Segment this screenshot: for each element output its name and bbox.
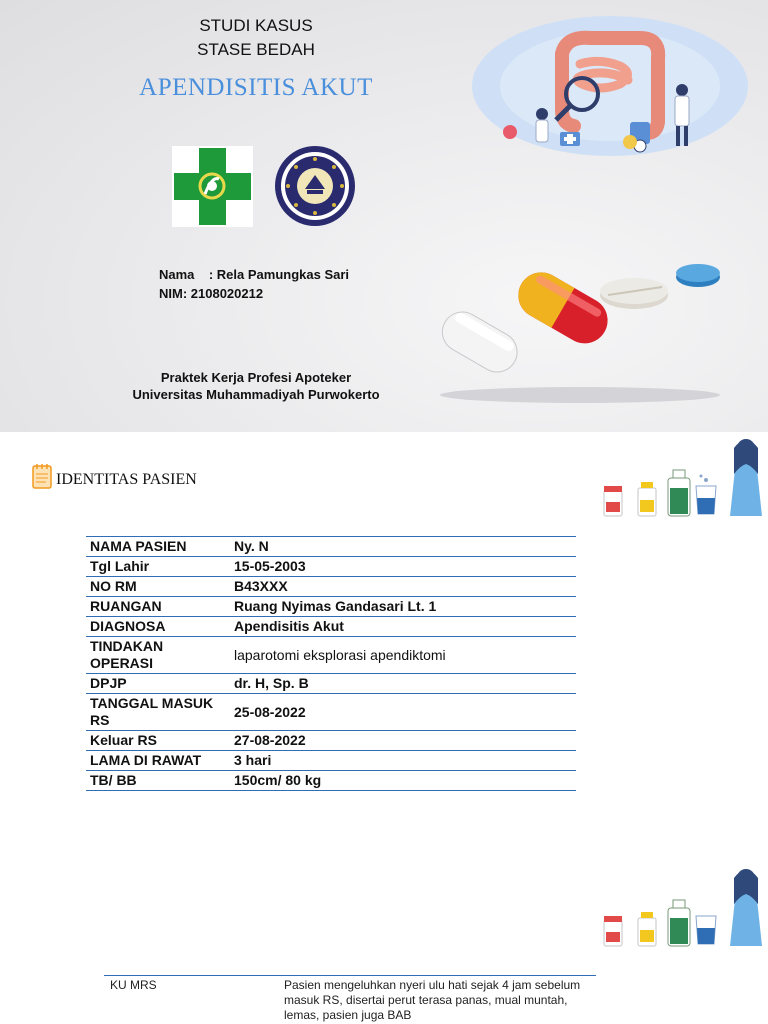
pills-illustration — [430, 255, 730, 405]
table-row — [86, 537, 576, 557]
student-name: Nama : Rela Pamungkas Sari — [159, 267, 350, 282]
row-label: RUANGAN — [86, 597, 230, 617]
row-value: 27-08-2022 — [230, 731, 576, 751]
university-seal-logo — [274, 145, 356, 227]
footer-line-1: Praktek Kerja Profesi Apoteker — [160, 370, 352, 385]
intestine-illustration — [470, 14, 750, 159]
row-label: TB/ BB — [86, 771, 230, 791]
row-label: DPJP — [86, 674, 230, 694]
table-row — [86, 597, 576, 617]
row-label: DIAGNOSA — [86, 617, 230, 637]
row-value: 15-05-2003 — [230, 557, 576, 577]
row-value: Ny. N — [230, 537, 576, 557]
table-row — [104, 976, 596, 1024]
lab-illustration-bottom — [598, 864, 768, 956]
patient-identity-table — [86, 536, 576, 791]
subtitle-line-2: STASE BEDAH — [197, 40, 315, 59]
table-row — [86, 557, 576, 577]
notepad-icon — [32, 463, 52, 489]
table-row — [86, 674, 576, 694]
lab-illustration — [598, 434, 768, 526]
ku-mrs-label: KU MRS — [104, 976, 278, 1024]
slide-title: APENDISITIS AKUT — [139, 74, 373, 101]
row-label: Tgl Lahir — [86, 557, 230, 577]
row-label: TINDAKAN OPERASI — [86, 637, 230, 674]
row-label: NAMA PASIEN — [86, 537, 230, 557]
table-row — [86, 694, 576, 731]
table-row — [86, 751, 576, 771]
row-label: NO RM — [86, 577, 230, 597]
title-slide — [0, 0, 768, 432]
student-nim: NIM: 2108020212 — [159, 286, 264, 301]
footer-line-2: Universitas Muhammadiyah Purwokerto — [132, 387, 380, 402]
table-row — [86, 577, 576, 597]
row-value: 150cm/ 80 kg — [230, 771, 576, 791]
ku-mrs-text: Pasien mengeluhkan nyeri ulu hati sejak 4 jam sebelum masuk RS, disertai perut terasa panas, mual muntah, lemas, pasien juga BAB — [278, 976, 596, 1024]
row-value: Apendisitis Akut — [230, 617, 576, 637]
row-label: TANGGAL MASUK RS — [86, 694, 230, 731]
section-heading: IDENTITAS PASIEN — [56, 471, 197, 488]
table-row — [86, 771, 576, 791]
row-label: LAMA DI RAWAT — [86, 751, 230, 771]
row-value: Ruang Nyimas Gandasari Lt. 1 — [230, 597, 576, 617]
row-value: dr. H, Sp. B — [230, 674, 576, 694]
patient-identity-slide — [0, 432, 768, 1024]
row-value: 3 hari — [230, 751, 576, 771]
row-value: laparotomi eksplorasi apendiktomi — [230, 637, 576, 674]
row-value: B43XXX — [230, 577, 576, 597]
subtitle-line-1: STUDI KASUS — [199, 16, 313, 35]
row-value: 25-08-2022 — [230, 694, 576, 731]
table-row — [86, 731, 576, 751]
green-cross-logo — [172, 146, 253, 227]
row-label: Keluar RS — [86, 731, 230, 751]
table-row — [86, 617, 576, 637]
ku-mrs-table — [104, 975, 596, 1024]
table-row — [86, 637, 576, 674]
